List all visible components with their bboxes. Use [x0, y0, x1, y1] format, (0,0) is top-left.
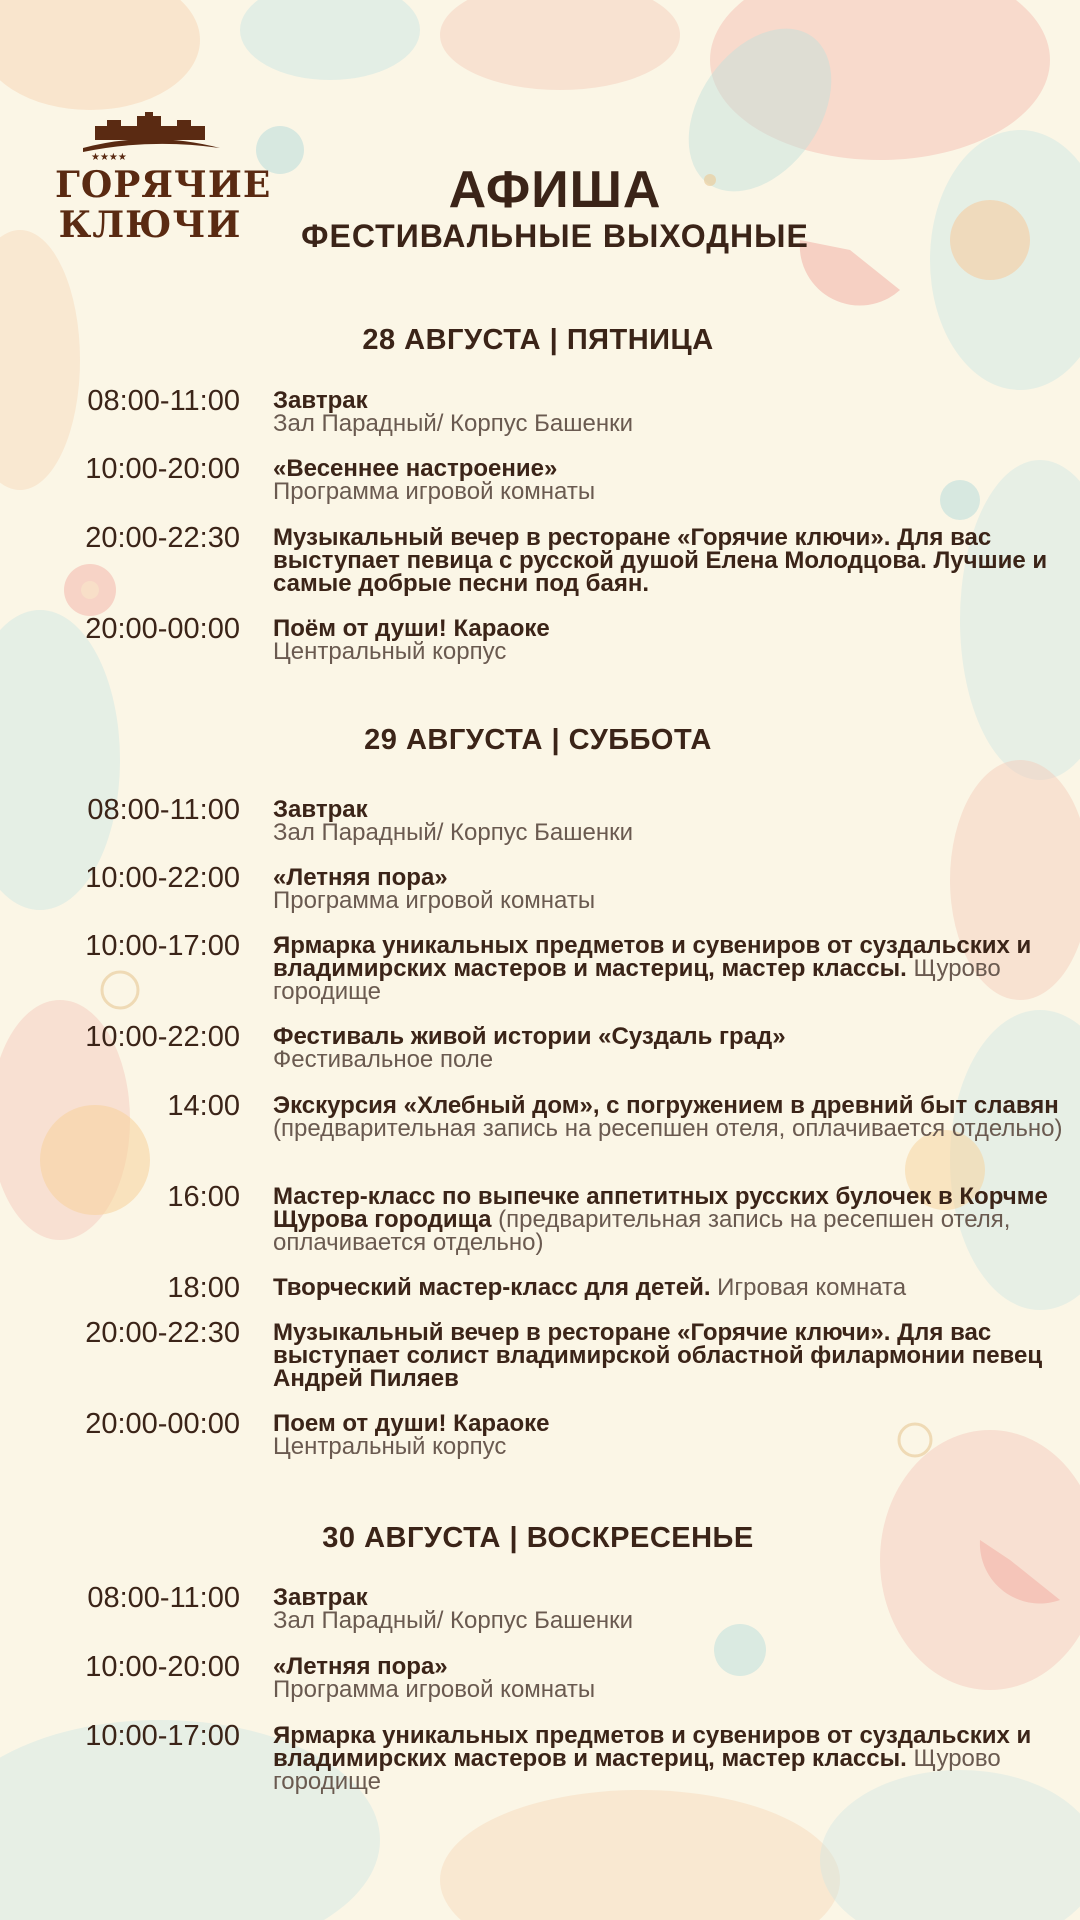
event-note: Зал Парадный/ Корпус Башенки: [273, 410, 633, 437]
page-title: АФИША: [448, 161, 662, 219]
event-time: 10:00-20:00: [85, 1651, 240, 1683]
event-title: Поем от души! Караоке: [273, 1410, 550, 1437]
day-heading: 28 АВГУСТА | ПЯТНИЦА: [362, 324, 714, 356]
event-time: 08:00-11:00: [87, 1582, 240, 1614]
event-note: (предварительная запись на ресепшен отеля, оплачивается отдельно): [273, 1206, 1011, 1256]
logo-stars: ★★★★: [91, 152, 127, 163]
event-location: Щурово городище: [273, 955, 1001, 1005]
event-note: Программа игровой комнаты: [273, 478, 596, 505]
event-note: Зал Парадный/ Корпус Башенки: [273, 1607, 633, 1634]
event-time: 10:00-22:00: [85, 862, 240, 894]
event-title: «Летняя пора»: [273, 1653, 448, 1680]
event-title: Завтрак: [273, 387, 368, 414]
event-title: Музыкальный вечер в ресторане «Горячие ключи». Для вас выступает певица с русской душой Елена Молодцова. Лучшие и самые добрые песни под баян.: [273, 524, 1048, 597]
event-title: Поём от души! Караоке: [273, 615, 550, 642]
event-location: Щурово городище: [273, 1745, 1001, 1795]
event-title: Ярмарка уникальных предметов и сувениров от суздальских и владимирских мастеров и мастериц, мастер классы.: [273, 932, 1032, 982]
event-note: Зал Парадный/ Корпус Башенки: [273, 819, 633, 846]
event-time: 10:00-20:00: [85, 453, 240, 485]
event-title: Экскурсия «Хлебный дом», с погружением в древний быт славян: [273, 1092, 1059, 1119]
event-time: 20:00-00:00: [85, 1408, 240, 1440]
event-title: Завтрак: [273, 1584, 368, 1611]
event-time: 16:00: [167, 1181, 240, 1213]
event-time: 20:00-22:30: [85, 1317, 240, 1349]
event-time: 10:00-22:00: [85, 1021, 240, 1053]
event-note: Программа игровой комнаты: [273, 1676, 596, 1703]
event-title: Завтрак: [273, 796, 368, 823]
event-title: Фестиваль живой истории «Суздаль град»: [273, 1023, 786, 1050]
event-title: Ярмарка уникальных предметов и сувениров от суздальских и владимирских мастеров и мастериц, мастер классы.: [273, 1722, 1032, 1772]
event-note: Фестивальное поле: [273, 1046, 494, 1073]
event-time: 20:00-22:30: [85, 522, 240, 554]
logo-text-line1: ГОРЯЧИЕ: [55, 164, 272, 206]
event-note: Центральный корпус: [273, 638, 507, 665]
event-time: 18:00: [167, 1272, 240, 1304]
event-note: Программа игровой комнаты: [273, 887, 596, 914]
day-heading: 30 АВГУСТА | ВОСКРЕСЕНЬЕ: [322, 1522, 754, 1554]
event-title: «Летняя пора»: [273, 864, 448, 891]
event-time: 10:00-17:00: [85, 1720, 240, 1752]
logo-text-line2: КЛЮЧИ: [58, 204, 242, 246]
event-note: (предварительная запись на ресепшен отеля, оплачивается отдельно): [273, 1115, 1063, 1142]
event-title: Мастер-класс по выпечке аппетитных русских булочек в Корчме Щурова городища: [273, 1183, 1048, 1233]
page-subtitle: ФЕСТИВАЛЬНЫЕ ВЫХОДНЫЕ: [301, 218, 809, 254]
event-title: «Весеннее настроение»: [273, 455, 558, 482]
event-time: 20:00-00:00: [85, 613, 240, 645]
event-time: 14:00: [167, 1090, 240, 1122]
event-time: 10:00-17:00: [85, 930, 240, 962]
day-heading: 29 АВГУСТА | СУББОТА: [364, 724, 712, 756]
event-title: Музыкальный вечер в ресторане «Горячие ключи». Для вас выступает солист владимирской областной филармонии певец Андрей Пиляев: [273, 1319, 1043, 1392]
event-time: 08:00-11:00: [87, 794, 240, 826]
event-note: Центральный корпус: [273, 1433, 507, 1460]
event-time: 08:00-11:00: [87, 385, 240, 417]
event-title: Творческий мастер-класс для детей.: [273, 1274, 711, 1301]
event-location: Игровая комната: [710, 1274, 907, 1301]
castle-icon: [55, 108, 245, 168]
